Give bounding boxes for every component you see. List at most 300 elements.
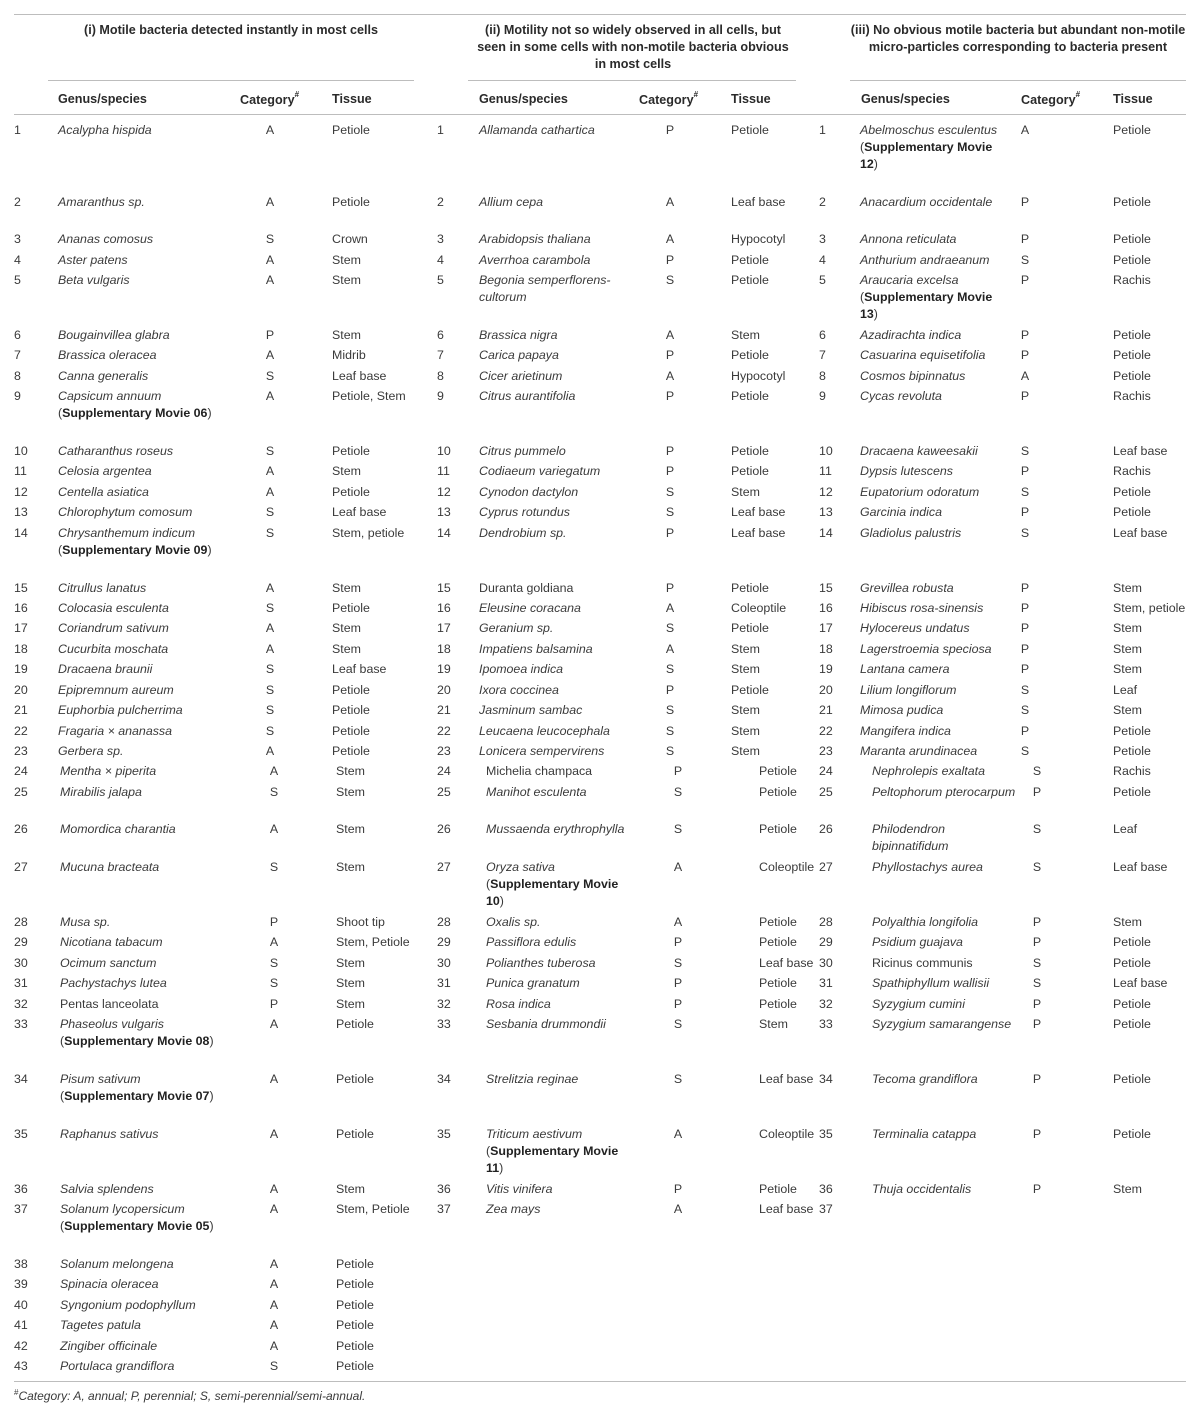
tissue-value: Leaf base	[731, 195, 786, 209]
row-number: 35	[14, 1127, 28, 1141]
species-name	[860, 723, 1010, 740]
footnote: #Category: A, annual; P, perennial; S, semi-perennial/semi-annual.	[14, 1388, 366, 1403]
species-name	[486, 821, 636, 838]
category-value: A	[665, 601, 675, 615]
species-text: Celosia argentea	[58, 464, 152, 478]
row-number: 33	[819, 1017, 833, 1031]
category-value: S	[673, 1072, 683, 1086]
row-number: 28	[14, 915, 28, 929]
tissue-value: Petiole	[332, 601, 370, 615]
species-text: Tagetes patula	[60, 1318, 141, 1332]
tissue-value: Petiole	[1113, 997, 1151, 1011]
species-text: Citrus pummelo	[479, 444, 566, 458]
category-value: P	[1032, 915, 1042, 929]
row-number: 6	[819, 328, 826, 342]
category-value: P	[1020, 273, 1030, 287]
category-value: P	[265, 328, 275, 342]
category-value: P	[1020, 662, 1030, 676]
row-number: 8	[437, 369, 444, 383]
species-text: Nephrolepis exaltata	[872, 764, 985, 778]
row-number: 24	[437, 764, 451, 778]
species-name	[860, 702, 1010, 719]
species-text: Allamanda cathartica	[479, 123, 595, 137]
category-value: P	[1020, 232, 1030, 246]
species-text: Syngonium podophyllum	[60, 1298, 196, 1312]
row-number: 40	[14, 1298, 28, 1312]
tissue-value: Stem	[731, 724, 760, 738]
row-number: 12	[14, 485, 28, 499]
tissue-value: Petiole	[1113, 195, 1151, 209]
category-value: P	[665, 348, 675, 362]
category-value: S	[1020, 444, 1030, 458]
species-text: Allium cepa	[479, 195, 544, 209]
tissue-value: Petiole	[336, 1072, 374, 1086]
row-number: 26	[437, 822, 451, 836]
species-name	[60, 1297, 225, 1314]
category-value: S	[269, 956, 279, 970]
row-number: 35	[437, 1127, 451, 1141]
tissue-value: Leaf base	[759, 956, 814, 970]
category-value: A	[1020, 369, 1030, 383]
category-value: S	[265, 444, 275, 458]
species-name	[860, 252, 1010, 269]
species-name	[860, 463, 1010, 480]
row-number: 17	[819, 621, 833, 635]
species-name	[58, 484, 223, 501]
species-name	[60, 955, 225, 972]
species-name	[58, 194, 223, 211]
tissue-value: Petiole	[1113, 505, 1151, 519]
species-name	[486, 1071, 636, 1088]
tissue-value: Stem	[1113, 642, 1142, 656]
row-number: 24	[14, 764, 28, 778]
row-number: 33	[14, 1017, 28, 1031]
row-number: 13	[14, 505, 28, 519]
species-text: Garcinia indica	[860, 505, 942, 519]
species-name	[860, 194, 1010, 211]
species-name	[860, 231, 1010, 248]
row-number: 30	[14, 956, 28, 970]
species-text: Cycas revoluta	[860, 389, 942, 403]
species-text: Rosa indica	[486, 997, 551, 1011]
tissue-value: Petiole	[1113, 724, 1151, 738]
species-text: Begonia semperflorens-cultorum	[479, 273, 611, 304]
tissue-value: Leaf base	[759, 1072, 814, 1086]
row-number: 5	[437, 273, 444, 287]
row-number: 34	[819, 1072, 833, 1086]
species-name	[479, 327, 629, 344]
species-text: Terminalia catappa	[872, 1127, 977, 1141]
tissue-value: Petiole	[1113, 1072, 1151, 1086]
species-text: Euphorbia pulcherrima	[58, 703, 183, 717]
tissue-value: Petiole	[332, 444, 370, 458]
category-value: S	[265, 232, 275, 246]
species-name	[58, 600, 223, 617]
tissue-value: Stem	[731, 703, 760, 717]
species-text: Amaranthus sp.	[58, 195, 145, 209]
species-text: Anacardium occidentale	[860, 195, 993, 209]
species-text: Hibiscus rosa-sinensis	[860, 601, 984, 615]
row-number: 32	[14, 997, 28, 1011]
category-value: A	[673, 860, 683, 874]
species-name	[58, 580, 223, 597]
category-value: S	[1032, 976, 1042, 990]
species-text: Strelitzia reginae	[486, 1072, 579, 1086]
category-value: P	[1020, 328, 1030, 342]
tissue-value: Leaf base	[731, 505, 786, 519]
row-number: 13	[437, 505, 451, 519]
species-name	[58, 682, 223, 699]
species-text: Triticum aestivum	[486, 1127, 583, 1141]
category-value: S	[1032, 822, 1042, 836]
row-number: 37	[819, 1202, 833, 1216]
species-text: Annona reticulata	[860, 232, 957, 246]
species-text: Nicotiana tabacum	[60, 935, 163, 949]
species-name	[860, 743, 1010, 760]
supplementary-movie-label: Supplementary Movie 05	[64, 1219, 210, 1233]
row-number: 39	[14, 1277, 28, 1291]
species-text: Epipremnum aureum	[58, 683, 174, 697]
row-number: 22	[14, 724, 28, 738]
category-value: P	[1032, 1017, 1042, 1031]
tissue-value: Stem	[336, 976, 365, 990]
row-number: 9	[437, 389, 444, 403]
row-number: 6	[437, 328, 444, 342]
row-number: 31	[437, 976, 451, 990]
row-number: 34	[14, 1072, 28, 1086]
tissue-value: Leaf base	[1113, 444, 1168, 458]
species-text: Cicer arietinum	[479, 369, 563, 383]
species-name	[58, 641, 223, 658]
tissue-value: Stem	[731, 328, 760, 342]
tissue-value: Petiole	[336, 1017, 374, 1031]
category-value: S	[265, 526, 275, 540]
tissue-value: Petiole	[759, 785, 797, 799]
tissue-value: Hypocotyl	[731, 369, 786, 383]
species-text: Ananas comosus	[58, 232, 154, 246]
species-name	[872, 934, 1022, 951]
species-text: Sesbania drummondii	[486, 1017, 606, 1031]
species-name	[58, 231, 223, 248]
category-value: P	[665, 389, 675, 403]
category-value: A	[665, 369, 675, 383]
category-value: S	[665, 703, 675, 717]
category-value: A	[673, 915, 683, 929]
species-name: Phaseolus vulgaris (Supplementary Movie 08)	[60, 1017, 214, 1048]
row-number: 27	[437, 860, 451, 874]
row-number: 23	[437, 744, 451, 758]
category-value: P	[1020, 724, 1030, 738]
tissue-value: Leaf base	[332, 369, 387, 383]
tissue-value: Petiole	[1113, 348, 1151, 362]
row-number: 21	[819, 703, 833, 717]
section-3-title-rule	[850, 80, 1186, 81]
category-value: P	[673, 1182, 683, 1196]
table-bottom-rule	[14, 1381, 1186, 1382]
category-value: S	[265, 662, 275, 676]
category-value: P	[665, 123, 675, 137]
row-number: 25	[437, 785, 451, 799]
species-text: Mirabilis jalapa	[60, 785, 142, 799]
category-value: A	[265, 464, 275, 478]
row-number: 23	[14, 744, 28, 758]
tissue-value: Stem	[336, 785, 365, 799]
row-number: 11	[14, 464, 27, 478]
species-name	[60, 859, 225, 876]
row-number: 20	[437, 683, 451, 697]
category-value: A	[265, 581, 275, 595]
species-text: Lilium longiflorum	[860, 683, 957, 697]
species-text: Ixora coccinea	[479, 683, 559, 697]
species-name	[872, 1016, 1022, 1033]
category-value: A	[269, 1017, 279, 1031]
row-number: 3	[14, 232, 21, 246]
species-text: Abelmoschus esculentus	[860, 123, 998, 137]
category-value: A	[269, 1182, 279, 1196]
row-number: 37	[14, 1202, 28, 1216]
species-name	[860, 368, 1010, 385]
species-text: Tecoma grandiflora	[872, 1072, 978, 1086]
species-name	[479, 641, 629, 658]
row-number: 16	[437, 601, 451, 615]
species-text: Polyalthia longifolia	[872, 915, 979, 929]
row-number: 23	[819, 744, 833, 758]
tissue-value: Shoot tip	[336, 915, 385, 929]
tissue-value: Stem, petiole	[332, 526, 405, 540]
row-number: 31	[14, 976, 28, 990]
category-value: P	[665, 526, 675, 540]
tissue-value: Stem	[1113, 703, 1142, 717]
row-number: 2	[437, 195, 444, 209]
species-text: Carica papaya	[479, 348, 559, 362]
species-name	[58, 272, 223, 289]
row-number: 12	[819, 485, 833, 499]
row-number: 20	[14, 683, 28, 697]
species-text: Codiaeum variegatum	[479, 464, 601, 478]
category-value: S	[265, 703, 275, 717]
species-text: Phaseolus vulgaris	[60, 1017, 165, 1031]
supplementary-movie-label: Supplementary Movie 06	[62, 406, 208, 420]
species-name	[860, 347, 1010, 364]
species-text: Dracaena braunii	[58, 662, 153, 676]
category-value: P	[1020, 581, 1030, 595]
category-value: S	[665, 662, 675, 676]
species-text: Lagerstroemia speciosa	[860, 642, 992, 656]
species-name	[479, 743, 629, 760]
category-value: S	[673, 785, 683, 799]
row-number: 14	[14, 526, 28, 540]
species-name	[479, 272, 629, 306]
category-value: P	[1032, 997, 1042, 1011]
species-text: Vitis vinifera	[486, 1182, 553, 1196]
category-value: S	[265, 724, 275, 738]
tissue-value: Petiole	[759, 822, 797, 836]
tissue-value: Leaf base	[759, 1202, 814, 1216]
tissue-value: Stem	[1113, 1182, 1142, 1196]
species-text: Grevillea robusta	[860, 581, 954, 595]
tissue-value: Petiole	[759, 915, 797, 929]
tissue-value: Petiole	[731, 464, 769, 478]
species-text: Polianthes tuberosa	[486, 956, 596, 970]
tissue-value: Stem	[1113, 621, 1142, 635]
species-name	[479, 661, 629, 678]
category-value: A	[269, 1318, 279, 1332]
tissue-value: Petiole	[336, 1127, 374, 1141]
tissue-value: Petiole	[731, 621, 769, 635]
section-3-header-species: Genus/species	[861, 92, 950, 106]
tissue-value: Stem	[332, 273, 361, 287]
category-value: A	[265, 253, 275, 267]
species-text: Lantana camera	[860, 662, 950, 676]
category-value: A	[673, 1202, 683, 1216]
species-name	[486, 784, 636, 801]
category-value: A	[269, 822, 279, 836]
tissue-value: Petiole	[1113, 935, 1151, 949]
category-value: S	[665, 505, 675, 519]
supplementary-movie-label: Supplementary Movie 08	[64, 1034, 210, 1048]
row-number: 8	[819, 369, 826, 383]
species-text: Ocimum sanctum	[60, 956, 157, 970]
row-number: 1	[819, 123, 826, 137]
row-number: 4	[437, 253, 444, 267]
row-number: 7	[819, 348, 826, 362]
category-value: S	[665, 273, 675, 287]
species-name: Chrysanthemum indicum (Supplementary Movie 09)	[58, 526, 212, 557]
tissue-value: Petiole	[759, 1182, 797, 1196]
category-value: P	[1020, 621, 1030, 635]
species-name	[860, 580, 1010, 597]
category-value: P	[673, 997, 683, 1011]
section-1-title: (i) Motile bacteria detected instantly in most cells	[84, 23, 378, 37]
species-text: Oryza sativa	[486, 860, 555, 874]
row-number: 1	[437, 123, 444, 137]
species-name	[486, 996, 636, 1013]
species-name	[860, 388, 1010, 405]
category-value: P	[1032, 1182, 1042, 1196]
species-text: Spathiphyllum wallisii	[872, 976, 990, 990]
species-text: Colocasia esculenta	[58, 601, 169, 615]
category-value: P	[1020, 601, 1030, 615]
tissue-value: Stem	[336, 822, 365, 836]
row-number: 19	[14, 662, 28, 676]
species-text: Casuarina equisetifolia	[860, 348, 986, 362]
category-value: A	[269, 1202, 279, 1216]
tissue-value: Stem	[1113, 581, 1142, 595]
row-number: 16	[14, 601, 28, 615]
section-1-title-rule	[48, 80, 414, 81]
species-name	[860, 600, 1010, 617]
species-name	[872, 914, 1022, 931]
tissue-value: Petiole	[1113, 369, 1151, 383]
section-1-header-tissue: Tissue	[332, 92, 372, 106]
tissue-value: Petiole	[1113, 123, 1151, 137]
category-value: A	[269, 1277, 279, 1291]
tissue-value: Petiole	[759, 997, 797, 1011]
tissue-value: Petiole	[731, 444, 769, 458]
species-text: Duranta goldiana	[479, 581, 574, 595]
tissue-value: Coleoptile	[759, 860, 815, 874]
category-value: A	[665, 328, 675, 342]
species-text: Gladiolus palustris	[860, 526, 962, 540]
species-name	[860, 682, 1010, 699]
species-name	[486, 914, 636, 931]
species-name	[479, 368, 629, 385]
tissue-value: Petiole	[336, 1318, 374, 1332]
row-number: 14	[819, 526, 833, 540]
species-text: Peltophorum pterocarpum	[872, 785, 1016, 799]
row-number: 30	[819, 956, 833, 970]
tissue-value: Leaf base	[1113, 976, 1168, 990]
tissue-value: Petiole	[336, 1257, 374, 1271]
tissue-value: Petiole	[1113, 744, 1151, 758]
species-name	[58, 743, 223, 760]
species-name	[486, 955, 636, 972]
category-value: P	[665, 683, 675, 697]
row-number: 24	[819, 764, 833, 778]
row-number: 28	[819, 915, 833, 929]
species-name	[872, 1126, 1022, 1143]
species-text: Araucaria excelsa	[860, 273, 959, 287]
species-text: Leucaena leucocephala	[479, 724, 610, 738]
species-name	[860, 484, 1010, 501]
species-name	[860, 661, 1010, 678]
tissue-value: Stem	[336, 764, 365, 778]
category-value: S	[673, 956, 683, 970]
species-text: Zea mays	[486, 1202, 541, 1216]
tissue-value: Petiole	[332, 703, 370, 717]
row-number: 14	[437, 526, 451, 540]
species-name	[479, 252, 629, 269]
species-text: Thuja occidentalis	[872, 1182, 972, 1196]
tissue-value: Rachis	[1113, 764, 1151, 778]
row-number: 6	[14, 328, 21, 342]
tissue-value: Petiole	[1113, 1127, 1151, 1141]
tissue-value: Leaf base	[332, 662, 387, 676]
species-name	[60, 914, 225, 931]
tissue-value: Stem	[332, 464, 361, 478]
species-name	[860, 504, 1010, 521]
species-name	[486, 763, 636, 780]
species-name	[479, 443, 629, 460]
species-text: Passiflora edulis	[486, 935, 577, 949]
species-text: Manihot esculenta	[486, 785, 587, 799]
tissue-value: Petiole	[1113, 785, 1151, 799]
row-number: 4	[14, 253, 21, 267]
row-number: 3	[437, 232, 444, 246]
category-value: A	[673, 1127, 683, 1141]
species-text: Ricinus communis	[872, 956, 973, 970]
species-text: Spinacia oleracea	[60, 1277, 159, 1291]
row-number: 9	[819, 389, 826, 403]
species-name	[479, 723, 629, 740]
tissue-value: Petiole	[332, 724, 370, 738]
tissue-value: Petiole	[731, 273, 769, 287]
row-number: 36	[437, 1182, 451, 1196]
row-number: 20	[819, 683, 833, 697]
category-value: P	[269, 997, 279, 1011]
section-2-title: (ii) Motility not so widely observed in all cells, but seen in some cells with non-motile bacteria obvious in most cells	[477, 23, 789, 71]
species-text: Dracaena kaweesakii	[860, 444, 978, 458]
category-value: S	[1020, 703, 1030, 717]
species-name	[872, 821, 1022, 855]
category-value: S	[665, 621, 675, 635]
category-value: P	[1032, 785, 1042, 799]
section-3-title: (iii) No obvious motile bacteria but abundant non-motile micro-particles corresponding to bacteria present	[850, 23, 1186, 54]
category-value: S	[269, 976, 279, 990]
category-value: S	[1020, 526, 1030, 540]
row-number: 7	[437, 348, 444, 362]
category-value: S	[265, 601, 275, 615]
